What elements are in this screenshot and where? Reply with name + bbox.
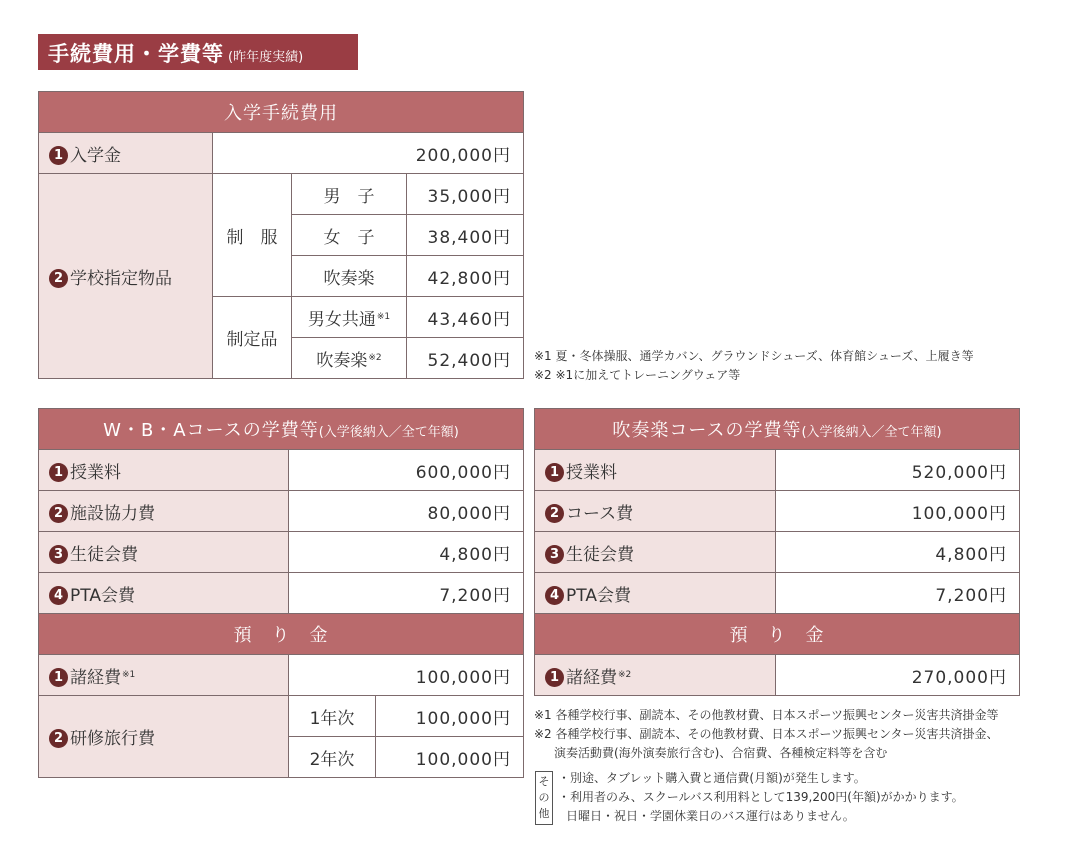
admission-fee-label: 1 入学金: [39, 133, 213, 174]
title-sub: (昨年度実績): [228, 50, 304, 65]
fee-label: 1 授業料: [39, 450, 289, 491]
other-label: その他: [535, 771, 553, 825]
badge-number: 4: [545, 586, 564, 605]
fee-label: 2 研修旅行費: [39, 696, 289, 778]
fee-value: 600,000円: [289, 450, 524, 491]
school-goods-label: 2 学校指定物品: [39, 174, 213, 379]
fee-value: 100,000円: [289, 655, 524, 696]
note-line: ※1 各種学校行事、副読本、その他教材費、日本スポーツ振興センター災害共済掛金等: [534, 708, 999, 722]
fee-value: 4,800円: [289, 532, 524, 573]
badge-number: 1: [49, 668, 68, 687]
fee-value: 7,200円: [776, 573, 1020, 614]
goods-item-value: 52,400円: [407, 338, 524, 379]
deposit-header: 預 り 金: [39, 614, 524, 655]
fee-label: 3 生徒会費: [535, 532, 776, 573]
band-course-table: [534, 408, 1020, 696]
badge-number: 3: [545, 545, 564, 564]
footnote-mark: ※2: [618, 669, 632, 680]
fee-label: 4 PTA会費: [535, 573, 776, 614]
fee-label: 1 諸経費$^{※1}$: [39, 655, 289, 696]
fee-value: 80,000円: [289, 491, 524, 532]
fee-value: 4,800円: [776, 532, 1020, 573]
goods-item-value: 35,000円: [407, 174, 524, 215]
goods-item-value: 43,460円: [407, 297, 524, 338]
uniform-label: 制 服: [213, 174, 292, 297]
trip-year: 2年次: [289, 737, 376, 778]
badge-number: 1: [49, 146, 68, 165]
fee-value: 520,000円: [776, 450, 1020, 491]
note-line: 演奏活動費(海外演奏旅行含む)、合宿費、各種検定料等を含む: [554, 746, 888, 760]
badge-number: 3: [49, 545, 68, 564]
fee-label: 4 PTA会費: [39, 573, 289, 614]
other-notes: [558, 769, 964, 826]
admission-fee-value: 200,000円: [213, 133, 524, 174]
fee-label: 1 諸経費$^{※2}$: [535, 655, 776, 696]
goods-item-value: 38,400円: [407, 215, 524, 256]
entrance-header: 入学手続費用: [39, 92, 524, 133]
note-line: ※2 各種学校行事、副読本、その他教材費、日本スポーツ振興センター災害共済掛金、: [534, 727, 999, 741]
badge-number: 2: [49, 729, 68, 748]
goods-item-name: 女 子: [292, 215, 407, 256]
band-header: 吹奏楽コースの学費等(入学後納入／全て年額): [535, 409, 1020, 450]
entrance-notes: [534, 347, 974, 385]
note-line: ・利用者のみ、スクールバス利用料として139,200円(年額)がかかります。: [558, 790, 964, 804]
badge-number: 2: [545, 504, 564, 523]
designated-items-label: 制定品: [213, 297, 292, 379]
note-line: 日曜日・祝日・学園休業日のバス運行はありません。: [566, 809, 855, 823]
badge-number: 1: [545, 668, 564, 687]
goods-item-name: 吹奏楽$^{※2}$: [292, 338, 407, 379]
wba-course-table: [38, 408, 524, 778]
fee-value: 7,200円: [289, 573, 524, 614]
fee-value: 100,000円: [376, 696, 524, 737]
fee-label: 1 授業料: [535, 450, 776, 491]
fee-value: 100,000円: [776, 491, 1020, 532]
footnote-mark: ※1: [376, 311, 391, 322]
goods-item-name: 男 子: [292, 174, 407, 215]
fee-label: 3 生徒会費: [39, 532, 289, 573]
note-line: ※1 夏・冬体操服、通学カバン、グラウンドシューズ、体育館シューズ、上履き等: [534, 349, 974, 363]
course-notes: [534, 706, 999, 763]
goods-item-name: 吹奏楽: [292, 256, 407, 297]
badge-number: 1: [49, 463, 68, 482]
footnote-mark: ※1: [122, 669, 136, 680]
note-line: ・別途、タブレット購入費と通信費(月額)が発生します。: [558, 771, 866, 785]
footnote-mark: ※2: [368, 352, 382, 363]
fee-label: 2 コース費: [535, 491, 776, 532]
fee-value: 270,000円: [776, 655, 1020, 696]
trip-year: 1年次: [289, 696, 376, 737]
badge-number: 2: [49, 504, 68, 523]
fee-value: 100,000円: [376, 737, 524, 778]
badge-number: 1: [545, 463, 564, 482]
section-title: [38, 34, 358, 70]
entrance-fee-table: [38, 91, 524, 379]
note-line: ※2 ※1に加えてトレーニングウェア等: [534, 368, 741, 382]
goods-item-name: 男女共通$^{※1}$: [292, 297, 407, 338]
fee-label: 2 施設協力費: [39, 491, 289, 532]
goods-item-value: 42,800円: [407, 256, 524, 297]
badge-number: 2: [49, 269, 68, 288]
deposit-header: 預 り 金: [535, 614, 1020, 655]
badge-number: 4: [49, 586, 68, 605]
title-main: 手続費用・学費等: [48, 42, 224, 66]
wba-header: W・B・Aコースの学費等(入学後納入／全て年額): [39, 409, 524, 450]
